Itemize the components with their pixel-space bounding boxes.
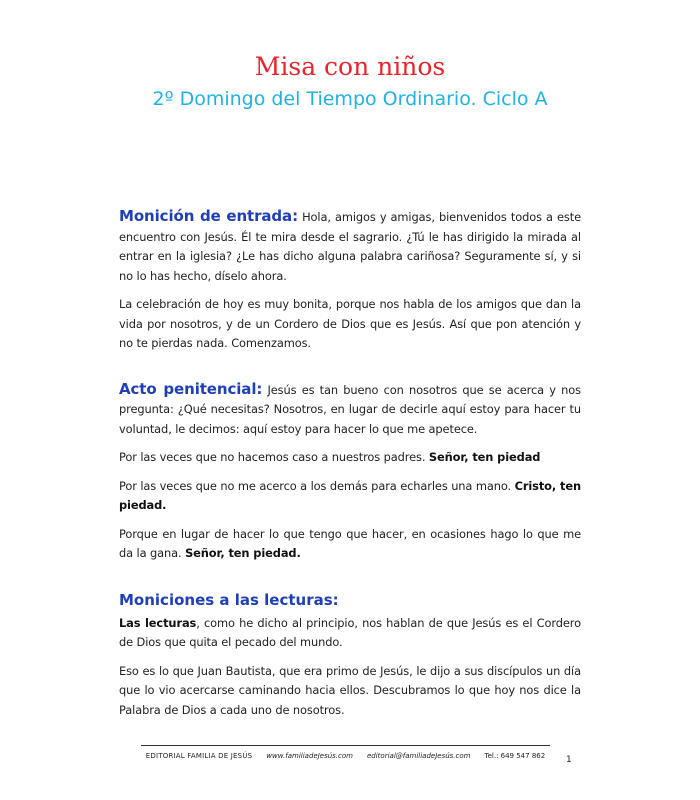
page-footer <box>141 745 550 766</box>
lead-bold: Las lecturas <box>119 615 197 630</box>
invocation-response: Señor, ten piedad <box>428 450 541 464</box>
section-moniciones-lecturas <box>119 590 581 721</box>
paragraph-text: , como he dicho al principio, nos hablan de que Jesús es el Cordero de Dios que quita el pecado del mundo. <box>119 615 581 649</box>
paragraph: Eso es lo que Juan Bautista, que era primo de Jesús, le dijo a sus discípulos un día que lo vio acercarse caminando hacia ellos. Descubramos lo que hoy nos dice la Palabra de Dios a cada uno de nosotros. <box>119 663 581 717</box>
paragraph <box>119 207 581 286</box>
paragraph <box>119 380 581 440</box>
section-heading: Acto penitencial: <box>119 379 263 398</box>
invocation <box>119 525 581 564</box>
invocation <box>119 477 581 516</box>
invocation-response: Cristo, ten piedad. <box>119 478 581 512</box>
invocation-text: Porque en lugar de hacer lo que tengo que hacer, en ocasiones hago lo que me da la gana. <box>119 526 581 560</box>
paragraph-text: Jesús es tan bueno con nosotros que se acerca y nos pregunta: ¿Qué necesitas? Nosotros, en lugar de decirle aquí estoy para hacer tu voluntad, le decimos: aquí estoy para hacer lo que me apetece. <box>119 382 581 436</box>
paragraph-text: Hola, amigos y amigas, bienvenidos todos a este encuentro con Jesús. Él te mira desde el sagrario. ¿Tú le has dirigido la mirada al entrar en la iglesia? ¿Le has dicho alguna palabra cariñosa? Seguramente sí, y si no lo has hecho, díselo ahora. <box>119 210 581 283</box>
page-title: Misa con niños <box>254 52 446 81</box>
paragraph: La celebración de hoy es muy bonita, porque nos habla de los amigos que dan la vida por nosotros, y de un Cordero de Dios que es Jesús. Así que pon atención y no te pierdas nada. Comenzamos. <box>119 297 581 350</box>
footer-publisher: EDITORIAL FAMILIA DE JESÚS <box>145 752 253 760</box>
footer-phone: Tel.: 649 547 862 <box>484 752 546 760</box>
invocation-text: Por las veces que no hacemos caso a nuestros padres. <box>119 450 429 464</box>
footer-website-link[interactable]: www.familiadeJesús.com <box>266 752 353 760</box>
document-body <box>119 207 581 746</box>
section-monicion-entrada <box>119 207 581 354</box>
invocation-text: Por las veces que no me acerco a los demás para echarles una mano. <box>119 478 515 493</box>
invocation <box>119 448 581 468</box>
section-acto-penitencial <box>119 380 581 564</box>
section-heading: Moniciones a las lecturas: <box>119 590 339 609</box>
paragraph <box>119 614 581 653</box>
page-number: 1 <box>566 755 572 765</box>
invocation-response: Señor, ten piedad. <box>185 546 301 560</box>
footer-email-link[interactable]: editorial@familiadeJesús.com <box>366 752 471 760</box>
page-subtitle: 2º Domingo del Tiempo Ordinario. Ciclo A <box>152 88 548 110</box>
section-heading: Monición de entrada: <box>119 207 298 225</box>
